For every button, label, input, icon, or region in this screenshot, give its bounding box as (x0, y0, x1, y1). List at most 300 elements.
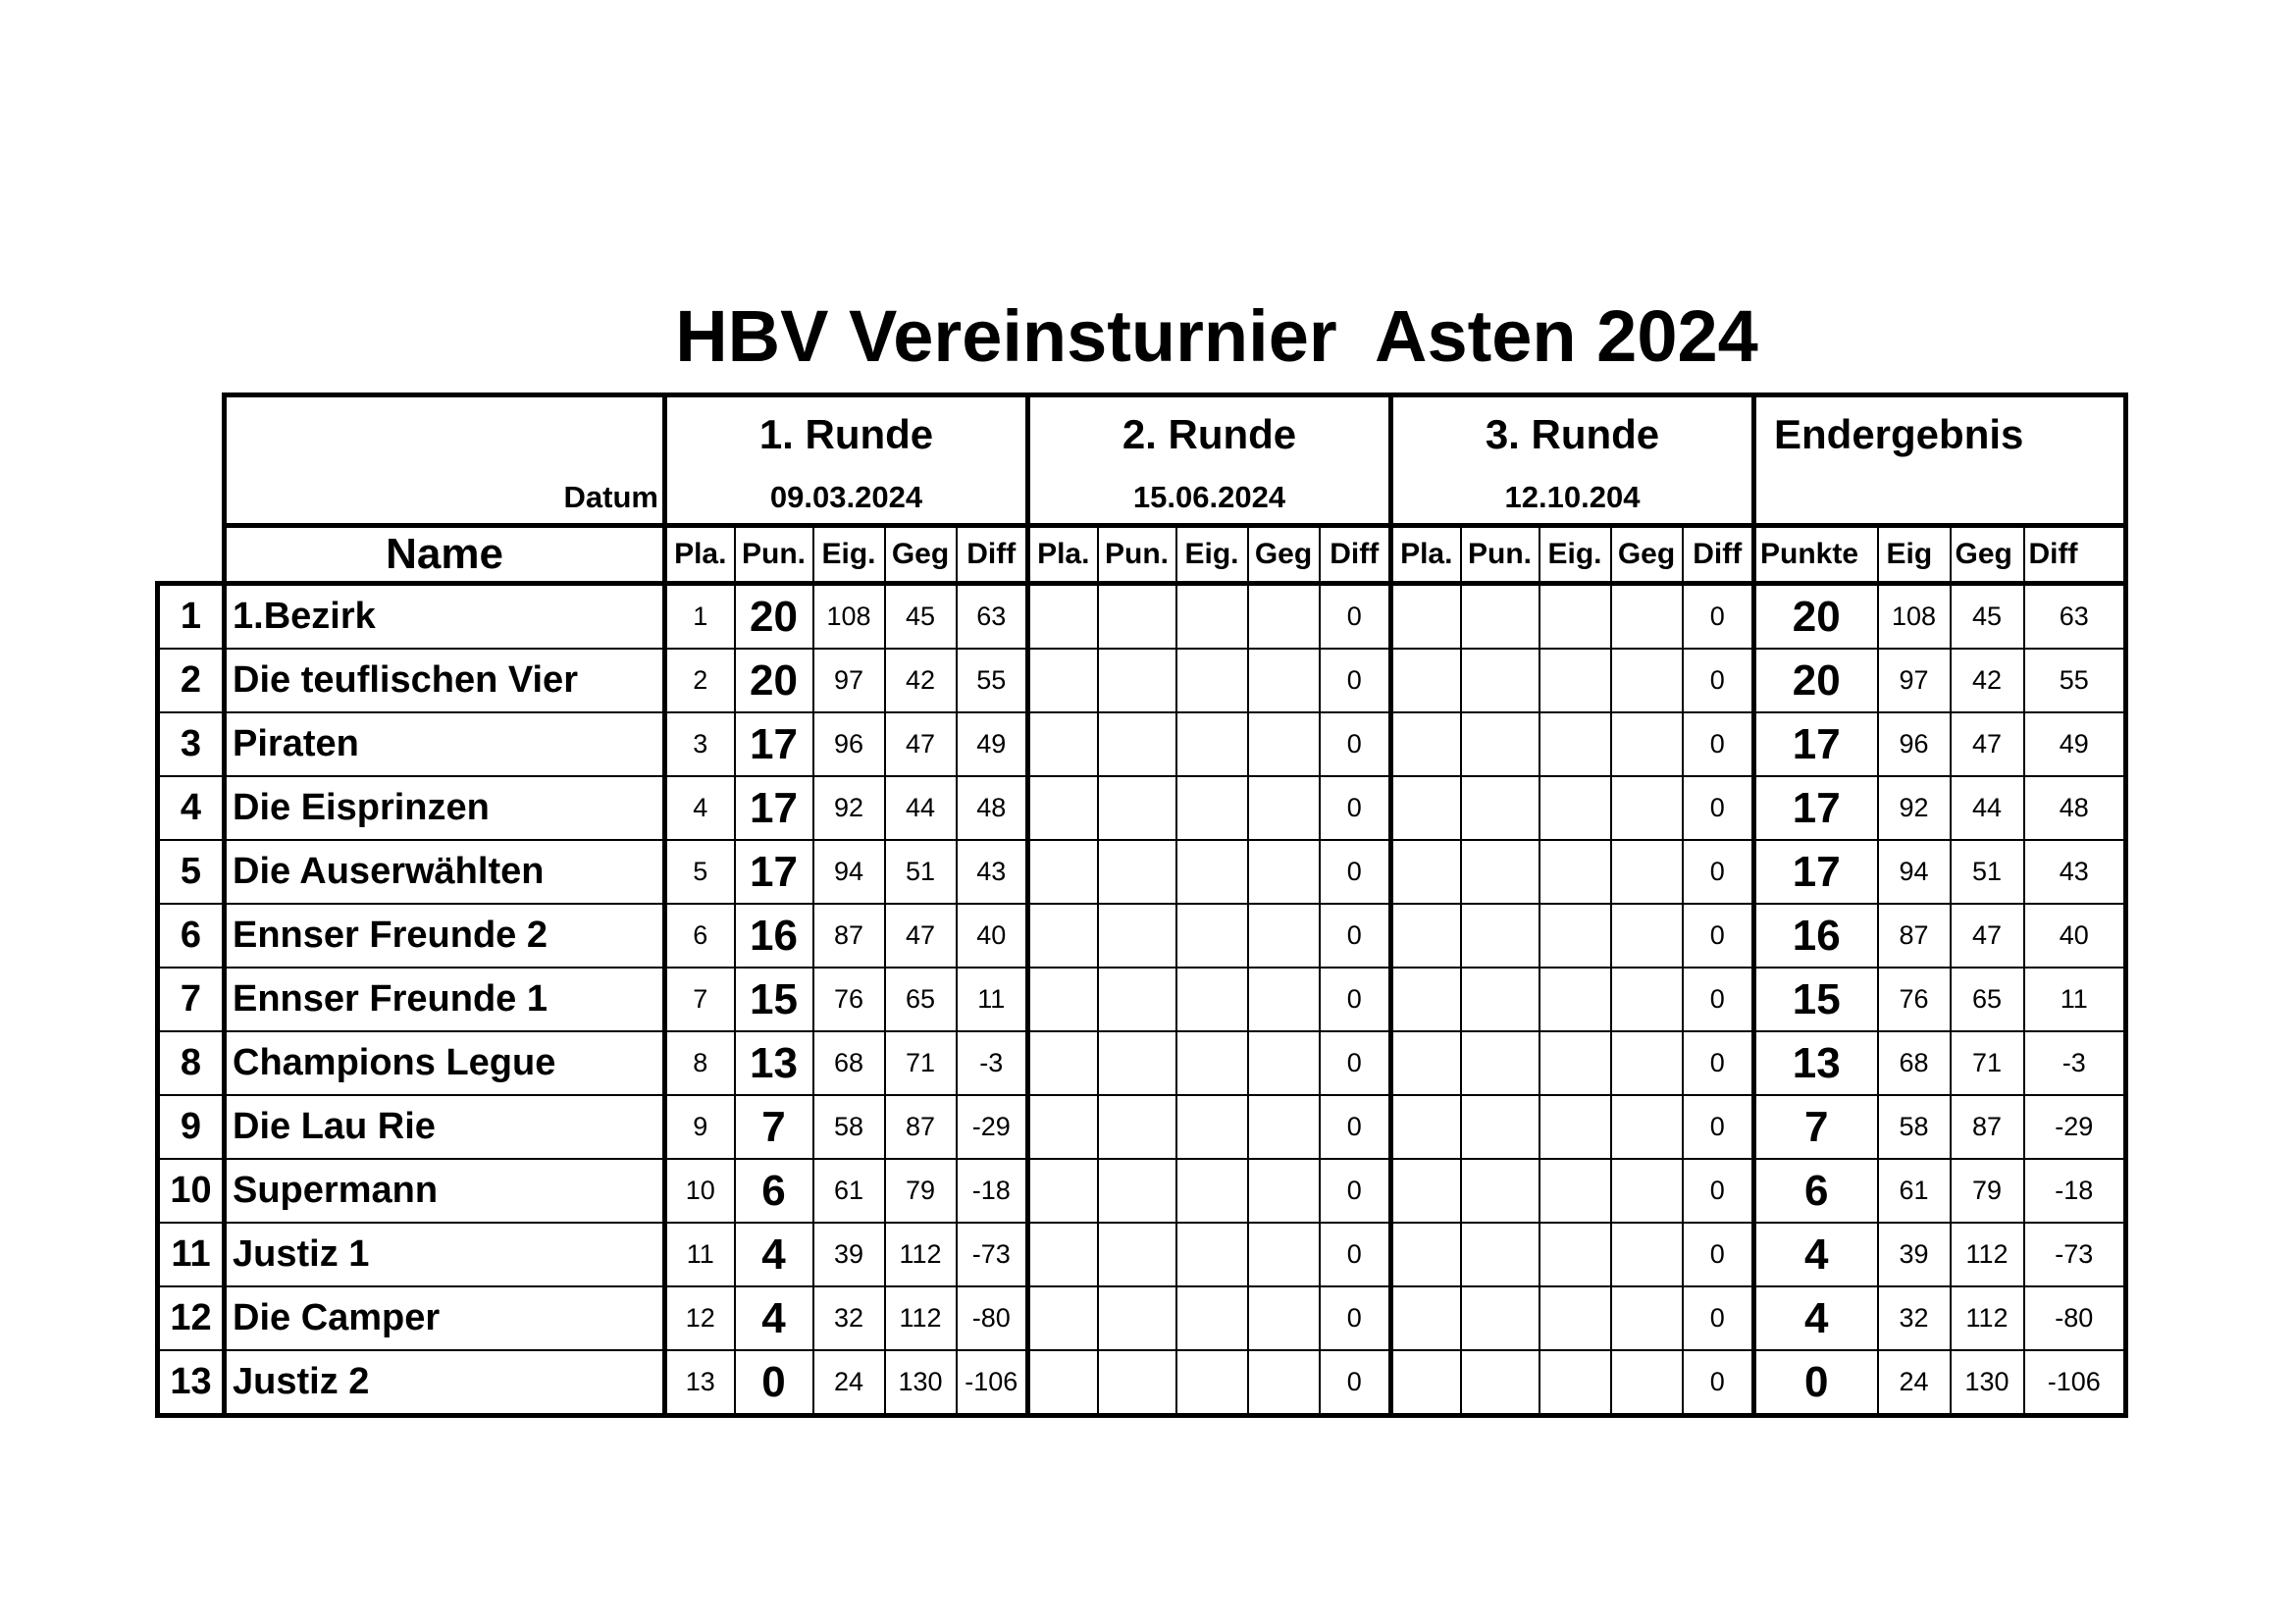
round-1-points-cell: 4 (735, 1223, 813, 1286)
round-3-empty-cell (1539, 968, 1611, 1031)
round-1-value-cell: 47 (885, 904, 957, 968)
table-row (158, 712, 2126, 776)
round-2-empty-cell (1098, 1159, 1176, 1223)
round-1-points-cell: 6 (735, 1159, 813, 1223)
rank-cell: 2 (158, 649, 225, 712)
round-2-diff-cell: 0 (1320, 1286, 1391, 1350)
round-3-empty-cell (1391, 1031, 1461, 1095)
final-value-cell: 47 (1951, 904, 2024, 968)
round-2-empty-cell (1028, 1031, 1098, 1095)
round-1-col-header: Pla. (665, 526, 735, 584)
final-points-cell: 17 (1754, 712, 1878, 776)
round-1-value-cell: 48 (957, 776, 1028, 840)
header-row-columns (158, 526, 2126, 584)
final-value-cell: 112 (1951, 1223, 2024, 1286)
final-value-cell: 130 (1951, 1350, 2024, 1416)
final-header (1754, 395, 2126, 526)
final-col-header: Eig (1878, 526, 1951, 584)
round-1-value-cell: 11 (957, 968, 1028, 1031)
final-points-cell: 15 (1754, 968, 1878, 1031)
round-2-empty-cell (1028, 968, 1098, 1031)
round-2-diff-cell: 0 (1320, 1159, 1391, 1223)
round-2-empty-cell (1028, 1223, 1098, 1286)
round-1-value-cell: 3 (665, 712, 735, 776)
round-2-diff-cell: 0 (1320, 584, 1391, 650)
round-2-empty-cell (1028, 584, 1098, 650)
round-2-diff-cell: 0 (1320, 712, 1391, 776)
round-3-diff-cell: 0 (1683, 968, 1754, 1031)
round-2-col-header: Geg (1248, 526, 1320, 584)
round-3-empty-cell (1611, 776, 1683, 840)
final-value-cell: 42 (1951, 649, 2024, 712)
round-3-empty-cell (1539, 1095, 1611, 1159)
round-3-diff-cell: 0 (1683, 1095, 1754, 1159)
final-points-cell: 6 (1754, 1159, 1878, 1223)
round-2-empty-cell (1028, 1350, 1098, 1416)
team-name-cell: Supermann (225, 1159, 665, 1223)
round-2-empty-cell (1098, 840, 1176, 904)
round-3-empty-cell (1539, 776, 1611, 840)
round-2-empty-cell (1176, 776, 1248, 840)
round-3-empty-cell (1461, 1031, 1539, 1095)
round-2-empty-cell (1098, 1095, 1176, 1159)
final-value-cell: 96 (1878, 712, 1951, 776)
round-3-empty-cell (1461, 649, 1539, 712)
round-2-empty-cell (1176, 904, 1248, 968)
round-3-empty-cell (1391, 904, 1461, 968)
round-2-empty-cell (1248, 1350, 1320, 1416)
round-2-empty-cell (1098, 1223, 1176, 1286)
round-2-empty-cell (1176, 1350, 1248, 1416)
round-2-diff-cell: 0 (1320, 904, 1391, 968)
round-3-empty-cell (1391, 840, 1461, 904)
rank-cell: 1 (158, 584, 225, 650)
table-row (158, 904, 2126, 968)
round-2-empty-cell (1098, 712, 1176, 776)
round-2-empty-cell (1248, 649, 1320, 712)
table-row (158, 1223, 2126, 1286)
team-name-cell: Justiz 1 (225, 1223, 665, 1286)
round-1-value-cell: 94 (813, 840, 885, 904)
standings-table (155, 393, 2128, 1418)
table-row (158, 968, 2126, 1031)
round-3-diff-cell: 0 (1683, 776, 1754, 840)
round-2-diff-cell: 0 (1320, 840, 1391, 904)
final-value-cell: 94 (1878, 840, 1951, 904)
round-2-empty-cell (1028, 712, 1098, 776)
round-2-empty-cell (1248, 584, 1320, 650)
rank-cell: 3 (158, 712, 225, 776)
final-points-cell: 13 (1754, 1031, 1878, 1095)
final-value-cell: 71 (1951, 1031, 2024, 1095)
round-3-empty-cell (1391, 1159, 1461, 1223)
rank-cell: 8 (158, 1031, 225, 1095)
round-3-empty-cell (1461, 1159, 1539, 1223)
table-row (158, 840, 2126, 904)
round-3-empty-cell (1461, 1286, 1539, 1350)
round-2-empty-cell (1098, 584, 1176, 650)
rank-cell: 7 (158, 968, 225, 1031)
final-points-cell: 7 (1754, 1095, 1878, 1159)
round-1-value-cell: 49 (957, 712, 1028, 776)
round-3-empty-cell (1611, 1350, 1683, 1416)
round-1-value-cell: 10 (665, 1159, 735, 1223)
round-2-empty-cell (1098, 1031, 1176, 1095)
round-3-diff-cell: 0 (1683, 584, 1754, 650)
round-2-diff-cell: 0 (1320, 1031, 1391, 1095)
round-1-value-cell: 8 (665, 1031, 735, 1095)
final-points-cell: 17 (1754, 776, 1878, 840)
round-2-diff-cell: 0 (1320, 968, 1391, 1031)
final-value-cell: 44 (1951, 776, 2024, 840)
round-1-value-cell: 39 (813, 1223, 885, 1286)
round-3-date: 12.10.204 (1504, 480, 1641, 514)
final-value-cell: 47 (1951, 712, 2024, 776)
round-2-col-header: Diff (1320, 526, 1391, 584)
rank-cell: 11 (158, 1223, 225, 1286)
final-col-header: Diff (2024, 526, 2126, 584)
table-row (158, 1095, 2126, 1159)
round-1-value-cell: 42 (885, 649, 957, 712)
round-3-empty-cell (1391, 1350, 1461, 1416)
round-3-empty-cell (1611, 840, 1683, 904)
final-points-cell: 0 (1754, 1350, 1878, 1416)
team-name-cell: Die teuflischen Vier (225, 649, 665, 712)
round-3-empty-cell (1539, 712, 1611, 776)
round-3-empty-cell (1539, 1223, 1611, 1286)
round-2-empty-cell (1176, 649, 1248, 712)
final-points-cell: 16 (1754, 904, 1878, 968)
round-1-points-cell: 15 (735, 968, 813, 1031)
round-1-value-cell: 51 (885, 840, 957, 904)
round-1-value-cell: 11 (665, 1223, 735, 1286)
round-1-value-cell: 87 (885, 1095, 957, 1159)
round-3-diff-cell: 0 (1683, 1350, 1754, 1416)
round-1-value-cell: 2 (665, 649, 735, 712)
round-3-col-header: Pun. (1461, 526, 1539, 584)
rank-cell: 12 (158, 1286, 225, 1350)
final-value-cell: 61 (1878, 1159, 1951, 1223)
round-3-empty-cell (1611, 1286, 1683, 1350)
round-3-diff-cell: 0 (1683, 1223, 1754, 1286)
round-1-value-cell: 12 (665, 1286, 735, 1350)
round-1-value-cell: 61 (813, 1159, 885, 1223)
final-value-cell: 87 (1951, 1095, 2024, 1159)
final-value-cell: 39 (1878, 1223, 1951, 1286)
final-value-cell: 92 (1878, 776, 1951, 840)
round-3-col-header: Geg (1611, 526, 1683, 584)
round-2-empty-cell (1248, 1159, 1320, 1223)
round-3-title: 3. Runde (1485, 411, 1660, 457)
final-value-cell: -80 (2024, 1286, 2126, 1350)
round-1-points-cell: 7 (735, 1095, 813, 1159)
round-2-empty-cell (1028, 1286, 1098, 1350)
round-2-empty-cell (1028, 649, 1098, 712)
final-value-cell: -73 (2024, 1223, 2126, 1286)
final-value-cell: 76 (1878, 968, 1951, 1031)
round-3-empty-cell (1461, 1350, 1539, 1416)
final-value-cell: -106 (2024, 1350, 2126, 1416)
team-name-cell: Justiz 2 (225, 1350, 665, 1416)
round-1-points-cell: 20 (735, 649, 813, 712)
round-2-empty-cell (1248, 1095, 1320, 1159)
round-3-empty-cell (1611, 1223, 1683, 1286)
round-2-empty-cell (1248, 1223, 1320, 1286)
team-name-cell: Ennser Freunde 2 (225, 904, 665, 968)
round-1-col-header: Pun. (735, 526, 813, 584)
round-1-value-cell: 1 (665, 584, 735, 650)
final-value-cell: 68 (1878, 1031, 1951, 1095)
rank-cell: 5 (158, 840, 225, 904)
round-1-value-cell: 40 (957, 904, 1028, 968)
round-1-value-cell: 130 (885, 1350, 957, 1416)
round-2-empty-cell (1098, 649, 1176, 712)
round-1-points-cell: 13 (735, 1031, 813, 1095)
table-row (158, 1159, 2126, 1223)
round-2-empty-cell (1176, 968, 1248, 1031)
rank-cell: 4 (158, 776, 225, 840)
round-2-empty-cell (1098, 776, 1176, 840)
round-1-value-cell: 65 (885, 968, 957, 1031)
round-3-empty-cell (1611, 584, 1683, 650)
team-name-cell: 1.Bezirk (225, 584, 665, 650)
final-value-cell: -3 (2024, 1031, 2126, 1095)
round-2-title: 2. Runde (1122, 411, 1297, 457)
round-3-diff-cell: 0 (1683, 1159, 1754, 1223)
final-value-cell: 51 (1951, 840, 2024, 904)
round-1-value-cell: 112 (885, 1286, 957, 1350)
round-1-value-cell: -3 (957, 1031, 1028, 1095)
name-header: Name (225, 526, 665, 584)
round-3-diff-cell: 0 (1683, 904, 1754, 968)
round-1-value-cell: 58 (813, 1095, 885, 1159)
round-1-value-cell: 6 (665, 904, 735, 968)
round-3-empty-cell (1461, 1095, 1539, 1159)
round-3-empty-cell (1461, 584, 1539, 650)
round-3-empty-cell (1461, 840, 1539, 904)
round-2-empty-cell (1028, 904, 1098, 968)
round-3-empty-cell (1611, 904, 1683, 968)
table-row (158, 776, 2126, 840)
round-3-empty-cell (1391, 776, 1461, 840)
final-value-cell: 112 (1951, 1286, 2024, 1350)
round-3-col-header: Diff (1683, 526, 1754, 584)
round-2-diff-cell: 0 (1320, 649, 1391, 712)
round-3-empty-cell (1461, 776, 1539, 840)
round-1-value-cell: 96 (813, 712, 885, 776)
round-3-empty-cell (1391, 1223, 1461, 1286)
round-1-col-header: Geg (885, 526, 957, 584)
team-name-cell: Die Eisprinzen (225, 776, 665, 840)
round-3-empty-cell (1391, 1095, 1461, 1159)
round-3-empty-cell (1391, 649, 1461, 712)
round-3-empty-cell (1539, 1286, 1611, 1350)
final-value-cell: 11 (2024, 968, 2126, 1031)
round-1-value-cell: 68 (813, 1031, 885, 1095)
round-2-empty-cell (1248, 1286, 1320, 1350)
final-title: Endergebnis (1774, 411, 2024, 457)
round-1-value-cell: 92 (813, 776, 885, 840)
final-points-cell: 20 (1754, 584, 1878, 650)
round-1-points-cell: 17 (735, 712, 813, 776)
round-3-diff-cell: 0 (1683, 712, 1754, 776)
table-row (158, 649, 2126, 712)
final-value-cell: 58 (1878, 1095, 1951, 1159)
round-1-value-cell: -18 (957, 1159, 1028, 1223)
round-3-empty-cell (1539, 1159, 1611, 1223)
round-1-value-cell: 63 (957, 584, 1028, 650)
round-1-value-cell: 108 (813, 584, 885, 650)
round-2-empty-cell (1028, 776, 1098, 840)
round-3-empty-cell (1391, 712, 1461, 776)
round-3-empty-cell (1391, 1286, 1461, 1350)
round-1-value-cell: 44 (885, 776, 957, 840)
round-1-value-cell: 32 (813, 1286, 885, 1350)
round-1-header (665, 395, 1028, 526)
round-1-value-cell: 45 (885, 584, 957, 650)
round-2-empty-cell (1248, 904, 1320, 968)
team-name-cell: Die Lau Rie (225, 1095, 665, 1159)
rank-cell: 9 (158, 1095, 225, 1159)
round-3-empty-cell (1539, 904, 1611, 968)
round-3-diff-cell: 0 (1683, 840, 1754, 904)
round-1-value-cell: 5 (665, 840, 735, 904)
round-1-value-cell: 55 (957, 649, 1028, 712)
round-1-value-cell: 79 (885, 1159, 957, 1223)
round-3-empty-cell (1611, 712, 1683, 776)
final-value-cell: 32 (1878, 1286, 1951, 1350)
round-2-empty-cell (1098, 1286, 1176, 1350)
final-value-cell: 87 (1878, 904, 1951, 968)
final-col-header: Geg (1951, 526, 2024, 584)
final-value-cell: 43 (2024, 840, 2126, 904)
team-name-cell: Piraten (225, 712, 665, 776)
round-2-diff-cell: 0 (1320, 1223, 1391, 1286)
round-3-empty-cell (1539, 1031, 1611, 1095)
round-1-col-header: Diff (957, 526, 1028, 584)
round-3-empty-cell (1461, 904, 1539, 968)
datum-cell (225, 395, 665, 526)
round-3-empty-cell (1611, 968, 1683, 1031)
page-title: HBV Vereinsturnier Asten 2024 (675, 295, 1758, 377)
team-name-cell: Ennser Freunde 1 (225, 968, 665, 1031)
round-2-empty-cell (1028, 840, 1098, 904)
round-1-value-cell: 9 (665, 1095, 735, 1159)
round-3-empty-cell (1611, 1095, 1683, 1159)
round-2-empty-cell (1248, 776, 1320, 840)
round-1-points-cell: 17 (735, 776, 813, 840)
round-1-value-cell: 43 (957, 840, 1028, 904)
round-1-points-cell: 4 (735, 1286, 813, 1350)
team-name-cell: Champions Legue (225, 1031, 665, 1095)
round-3-empty-cell (1539, 1350, 1611, 1416)
round-3-empty-cell (1461, 968, 1539, 1031)
round-2-empty-cell (1248, 712, 1320, 776)
final-value-cell: 48 (2024, 776, 2126, 840)
round-2-diff-cell: 0 (1320, 1095, 1391, 1159)
round-2-header (1028, 395, 1391, 526)
round-1-value-cell: 4 (665, 776, 735, 840)
round-2-empty-cell (1176, 584, 1248, 650)
round-3-empty-cell (1539, 840, 1611, 904)
round-3-diff-cell: 0 (1683, 649, 1754, 712)
round-2-empty-cell (1248, 840, 1320, 904)
round-3-empty-cell (1461, 712, 1539, 776)
round-2-col-header: Eig. (1176, 526, 1248, 584)
final-value-cell: 40 (2024, 904, 2126, 968)
round-1-value-cell: -80 (957, 1286, 1028, 1350)
round-2-empty-cell (1098, 968, 1176, 1031)
final-points-cell: 4 (1754, 1223, 1878, 1286)
round-2-empty-cell (1176, 1031, 1248, 1095)
round-1-value-cell: 71 (885, 1031, 957, 1095)
round-2-empty-cell (1176, 1095, 1248, 1159)
round-1-value-cell: 87 (813, 904, 885, 968)
round-3-empty-cell (1391, 584, 1461, 650)
round-1-points-cell: 0 (735, 1350, 813, 1416)
final-points-cell: 17 (1754, 840, 1878, 904)
round-1-date: 09.03.2024 (769, 480, 923, 514)
round-2-empty-cell (1098, 1350, 1176, 1416)
round-3-empty-cell (1611, 1159, 1683, 1223)
final-value-cell: 108 (1878, 584, 1951, 650)
round-3-empty-cell (1611, 1031, 1683, 1095)
round-3-col-header: Pla. (1391, 526, 1461, 584)
round-3-empty-cell (1391, 968, 1461, 1031)
round-1-value-cell: -73 (957, 1223, 1028, 1286)
round-1-points-cell: 20 (735, 584, 813, 650)
datum-label: Datum (563, 480, 658, 514)
rank-cell: 6 (158, 904, 225, 968)
final-value-cell: 45 (1951, 584, 2024, 650)
round-1-value-cell: 47 (885, 712, 957, 776)
table-row (158, 1031, 2126, 1095)
table-row (158, 1286, 2126, 1350)
round-3-diff-cell: 0 (1683, 1031, 1754, 1095)
header-row-rounds (158, 395, 2126, 526)
final-value-cell: 49 (2024, 712, 2126, 776)
round-3-empty-cell (1611, 649, 1683, 712)
final-value-cell: -29 (2024, 1095, 2126, 1159)
final-col-header: Punkte (1754, 526, 1878, 584)
round-1-value-cell: -29 (957, 1095, 1028, 1159)
round-2-empty-cell (1176, 712, 1248, 776)
round-1-value-cell: 76 (813, 968, 885, 1031)
round-2-col-header: Pun. (1098, 526, 1176, 584)
round-3-diff-cell: 0 (1683, 1286, 1754, 1350)
final-points-cell: 20 (1754, 649, 1878, 712)
rank-cell: 13 (158, 1350, 225, 1416)
rank-cell: 10 (158, 1159, 225, 1223)
round-1-value-cell: 97 (813, 649, 885, 712)
team-name-cell: Die Auserwählten (225, 840, 665, 904)
final-value-cell: 97 (1878, 649, 1951, 712)
final-value-cell: 63 (2024, 584, 2126, 650)
round-2-empty-cell (1176, 1223, 1248, 1286)
final-value-cell: 79 (1951, 1159, 2024, 1223)
round-2-col-header: Pla. (1028, 526, 1098, 584)
round-2-empty-cell (1248, 1031, 1320, 1095)
round-1-value-cell: 112 (885, 1223, 957, 1286)
round-3-col-header: Eig. (1539, 526, 1611, 584)
round-2-empty-cell (1028, 1095, 1098, 1159)
round-2-empty-cell (1176, 840, 1248, 904)
final-value-cell: 24 (1878, 1350, 1951, 1416)
round-2-date: 15.06.2024 (1132, 480, 1286, 514)
table-row (158, 584, 2126, 650)
round-3-empty-cell (1461, 1223, 1539, 1286)
round-1-value-cell: -106 (957, 1350, 1028, 1416)
